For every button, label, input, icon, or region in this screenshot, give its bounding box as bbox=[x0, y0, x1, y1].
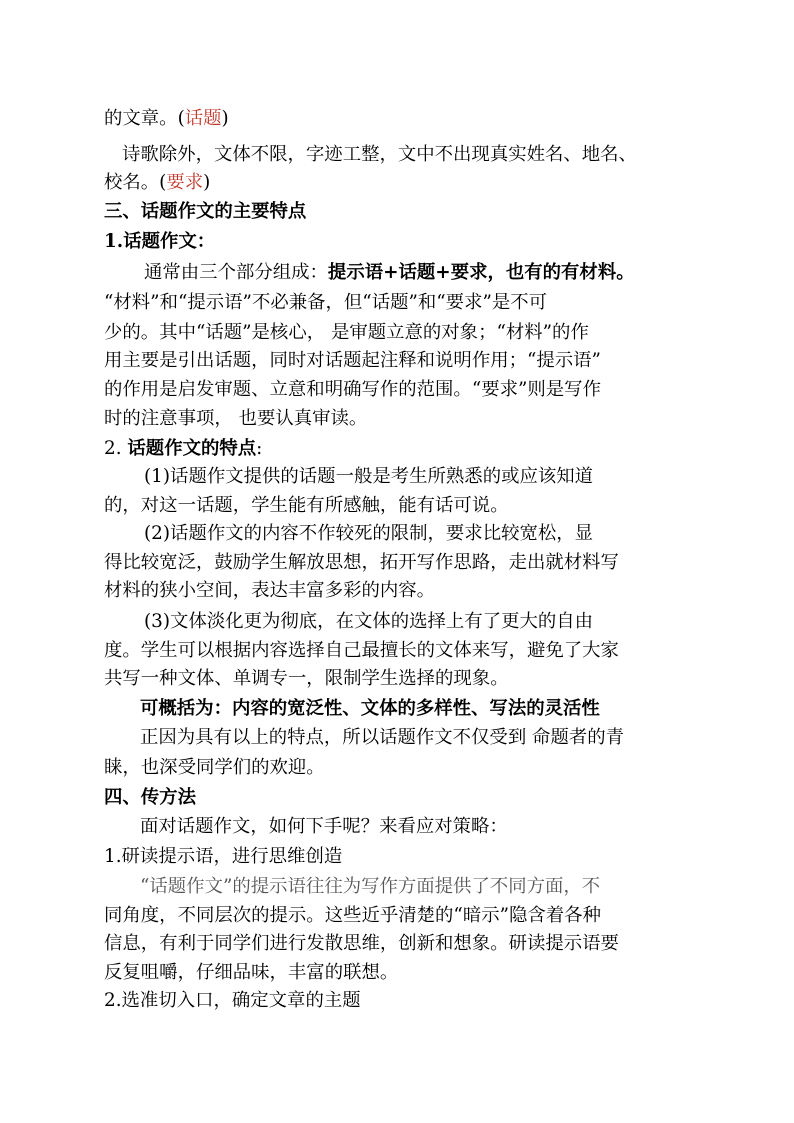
paragraph-1-line-5: 的作用是启发审题、立意和明确写作的范围。“要求”则是写作 bbox=[104, 379, 601, 400]
item-1-line-2: 的，对这一话题，学生能有所感触，能有话可说。 bbox=[104, 495, 509, 516]
item-3-line-2: 度。学生可以根据内容选择自己最擅长的文体来写，避免了大家 bbox=[104, 640, 619, 661]
section-4-heading: 四、传方法 bbox=[104, 787, 196, 808]
paragraph-lead: 通常由三个部分组成： bbox=[144, 262, 328, 283]
method-1-line-4: 反复咀嚼，仔细品味，丰富的联想。 bbox=[104, 962, 399, 983]
subheading-1: 1.话题作文： bbox=[104, 231, 216, 252]
subheading-text: 话题作文的特点 bbox=[127, 438, 257, 459]
paragraph-1-line-1 bbox=[144, 258, 744, 288]
intro-paren: ) bbox=[203, 172, 211, 193]
intro-line-2: 诗歌除外，文体不限，字迹工整，文中不出现真实姓名、地名、 bbox=[122, 144, 637, 165]
intro-text: 的文章。( bbox=[104, 108, 185, 129]
paragraph-2-line-2: 睐，也深受同学们的欢迎。 bbox=[104, 757, 325, 778]
intro-paren: ) bbox=[221, 108, 229, 129]
paragraph-1-line-3: 少的。其中“话题”是核心， 是审题立意的对象；“材料”的作 bbox=[104, 322, 589, 343]
subheading-colon: : bbox=[256, 438, 263, 459]
section-3-heading: 三、话题作文的主要特点 bbox=[104, 201, 307, 222]
method-1-line-3: 信息，有利于同学们进行发散思维，创新和想象。研读提示语要 bbox=[104, 933, 619, 954]
paragraph-2-line-1: 正因为具有以上的特点，所以话题作文不仅受到 命题者的青 bbox=[140, 727, 625, 748]
paragraph-emphasis: 提示语+话题+要求，也有的有材料。 bbox=[327, 262, 635, 283]
intro-line-3 bbox=[104, 168, 704, 198]
method-1-line-1: “话题作文”的提示语往往为写作方面提供了不同方面，不 bbox=[140, 876, 601, 897]
item-3-line-1: (3)文体淡化更为彻底，在文体的选择上有了更大的自由 bbox=[144, 611, 594, 632]
item-2-line-2: 得比较宽泛，鼓励学生解放思想，拓开写作思路，走出就材料写 bbox=[104, 552, 619, 573]
subheading-number: 2. bbox=[104, 438, 128, 459]
method-1-line-2: 同角度，不同层次的提示。这些近乎清楚的“暗示”隐含着各种 bbox=[104, 905, 601, 926]
subheading-2 bbox=[104, 434, 704, 464]
section-4-intro: 面对话题作文，如何下手呢？来看应对策略： bbox=[140, 816, 508, 837]
intro-line-1 bbox=[104, 104, 704, 134]
paragraph-1-line-2: “材料”和“提示语”不必兼备，但“话题”和“要求”是不可 bbox=[104, 292, 548, 313]
topic-tag: 话题 bbox=[184, 108, 222, 129]
method-1-title: 1.研读提示语，进行思维创造 bbox=[104, 846, 343, 867]
intro-text: 校名。( bbox=[104, 172, 167, 193]
item-3-line-3: 共写一种文体、单调专一，限制学生选择的现象。 bbox=[104, 668, 509, 689]
item-1-line-1: (1)话题作文提供的话题一般是考生所熟悉的或应该知道 bbox=[144, 466, 594, 487]
method-2-title: 2.选准切入口，确定文章的主题 bbox=[104, 990, 361, 1011]
requirement-tag: 要求 bbox=[166, 172, 204, 193]
paragraph-1-line-4: 用主要是引出话题，同时对话题起注释和说明作用；“提示语” bbox=[104, 350, 601, 371]
item-2-line-3: 材料的狭小空间，表达丰富多彩的内容。 bbox=[104, 580, 436, 601]
paragraph-1-line-6: 时的注意事项， 也要认真审读。 bbox=[104, 408, 368, 429]
summary-line: 可概括为：内容的宽泛性、文体的多样性、写法的灵活性 bbox=[140, 698, 600, 719]
item-2-line-1: (2)话题作文的内容不作较死的限制，要求比较宽松，显 bbox=[144, 523, 594, 544]
